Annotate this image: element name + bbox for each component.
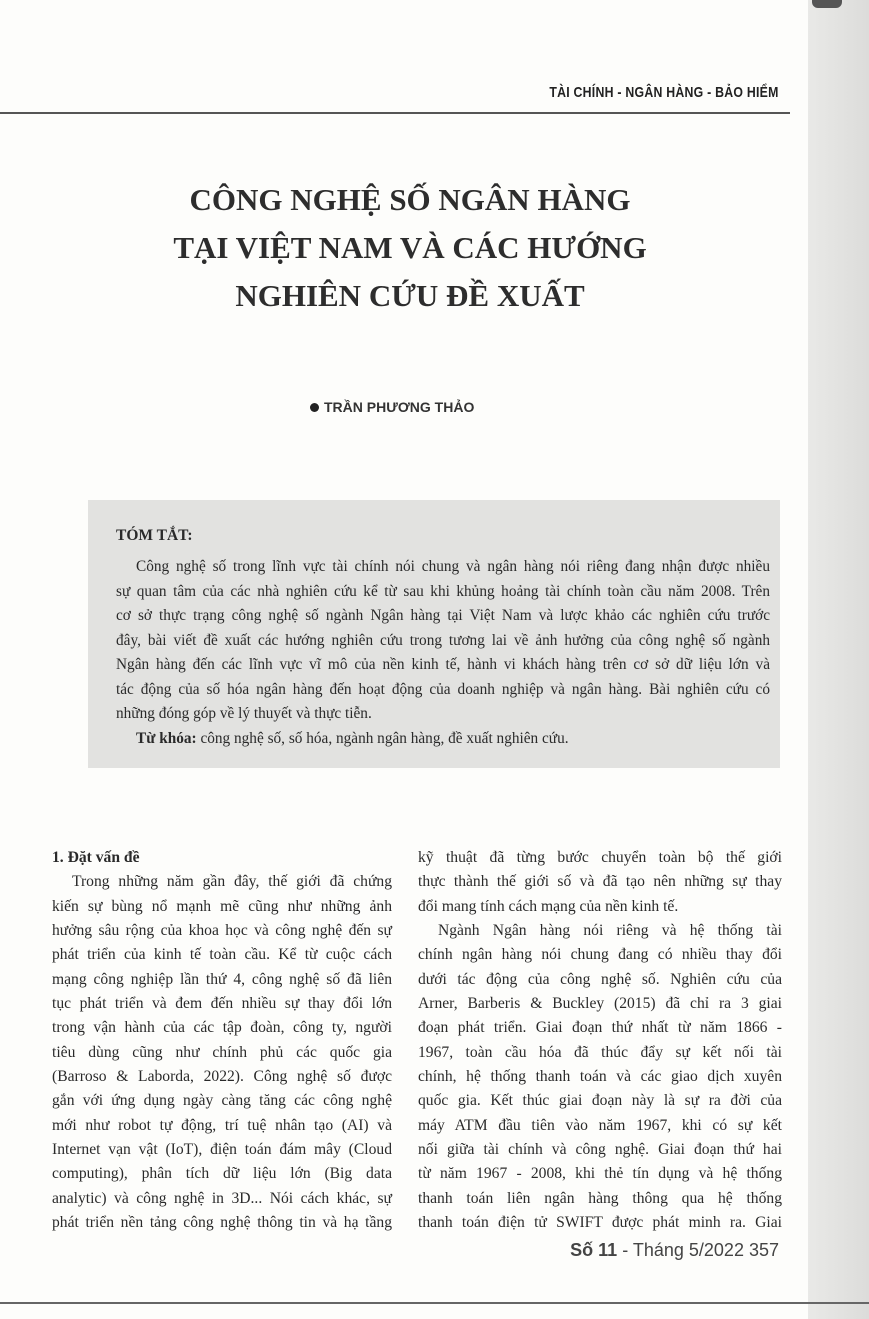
text-line: Internet vạn vật (IoT), điện toán đám mây (Cloud — [52, 1141, 392, 1159]
text-line: tiêu dùng cũng như chính phủ các quốc gia — [52, 1043, 392, 1061]
keywords-label: Từ khóa: — [136, 729, 197, 747]
text-line: 1967, toàn cầu hóa đã thúc đẩy sự kết nối tài — [418, 1043, 782, 1061]
text-line: sự quan tâm của các nhà nghiên cứu kể từ sau khi khủng hoảng tài chính toàn cầu năm 2008. Trên — [116, 582, 770, 600]
text-line: thanh toán điện tử SWIFT được phát minh ra. Giai — [418, 1214, 782, 1232]
author-name: TRẦN PHƯƠNG THẢO — [324, 399, 475, 415]
text-line: hưởng sâu rộng của khoa học và công nghệ đến sự — [52, 922, 392, 940]
bullet-icon — [310, 403, 319, 412]
text-line: phát triển của kinh tế toàn cầu. Kể từ cuộc cách — [52, 946, 392, 964]
text-line: Ngân hàng đến các lĩnh vực vĩ mô của nền kinh tế, hành vi khách hàng trên cơ sở dữ liệu lớn và — [116, 656, 770, 673]
text-line: tục phát triển và đem đến nhiều sự thay đổi lớn — [52, 995, 392, 1013]
text-line: đây, bài viết đề xuất các hướng nghiên cứu trong tương lai về ảnh hưởng của công nghệ số ngành — [116, 631, 770, 649]
section-heading: 1. Đặt vấn đề — [52, 849, 140, 866]
text-line: đổi mang tính cách mạng của nền kinh tế. — [418, 897, 679, 915]
column-right — [418, 846, 782, 1236]
abstract-heading: TÓM TẮT: — [116, 527, 193, 544]
text-line: kỹ thuật đã từng bước chuyển toàn bộ thế giới — [418, 849, 782, 866]
keywords — [116, 727, 770, 752]
bottom-rule — [0, 1302, 869, 1304]
text-line: phát triển nền tảng công nghệ thông tin và hạ tầng — [52, 1214, 392, 1232]
text-line: trong vận hành của các tập đoàn, công ty, người — [52, 1019, 392, 1037]
title-line: CÔNG NGHỆ SỐ NGÂN HÀNG — [189, 182, 631, 217]
title-line: TẠI VIỆT NAM VÀ CÁC HƯỚNG — [173, 230, 647, 265]
page-number: 357 — [748, 1240, 779, 1260]
article-title — [110, 176, 710, 320]
abstract-box — [88, 500, 780, 768]
text-line: mới như robot tự động, trí tuệ nhân tạo (AI) và — [52, 1116, 392, 1134]
text-line: thanh toán liên ngân hàng thông qua hệ thống — [418, 1189, 782, 1207]
text-line: chính ngân hàng nói chung đang có nhiều thay đổi — [418, 946, 782, 964]
text-line: đoạn phát triển. Giai đoạn thứ nhất từ năm 1866 - — [418, 1019, 782, 1037]
text-line: gắn với ứng dụng ngày càng tăng các công nghệ — [52, 1092, 392, 1110]
scan-edge — [808, 0, 869, 1319]
text-line: chính, hệ thống thanh toán và các giao dịch xuyên — [418, 1068, 782, 1086]
abstract-text — [116, 555, 770, 751]
section-header: TÀI CHÍNH - NGÂN HÀNG - BẢO HIỂM — [549, 84, 779, 101]
text-line: Công nghệ số trong lĩnh vực tài chính nói chung và ngân hàng nói riêng đang nhận được nhiều — [136, 558, 770, 575]
text-line: computing), phân tích dữ liệu lớn (Big data — [52, 1165, 392, 1183]
page-footer — [570, 1240, 779, 1261]
issue-number: Số 11 — [570, 1240, 618, 1260]
text-line: dưới tác động của công nghệ số. Nghiên cứu của — [418, 970, 782, 988]
keywords-text: công nghệ số, số hóa, ngành ngân hàng, đề xuất nghiên cứu. — [196, 729, 569, 747]
text-line: máy ATM đầu tiên vào năm 1967, khi có sự kết — [418, 1116, 782, 1134]
text-line: cơ sở thực trạng công nghệ số ngành Ngân hàng tại Việt Nam và lược khảo các nghiên cứu trước — [116, 607, 770, 624]
column-left — [52, 846, 392, 1236]
text-line: Trong những năm gần đây, thế giới đã chứng — [72, 873, 392, 891]
text-line: từ năm 1967 - 2008, khi thẻ tín dụng và hệ thống — [418, 1165, 782, 1183]
issue-month: - Tháng 5/2022 — [617, 1240, 749, 1260]
text-line: mạng công nghiệp lần thứ 4, công nghệ số đã liên — [52, 970, 392, 988]
author — [310, 399, 474, 415]
header-rule — [0, 112, 790, 114]
scan-mark — [812, 0, 842, 8]
text-line: nối giữa tài chính và công nghệ. Giai đoạn thứ hai — [418, 1141, 782, 1159]
title-line: NGHIÊN CỨU ĐỀ XUẤT — [235, 278, 585, 313]
text-line: tác động của số hóa ngân hàng đến hoạt động của doanh nghiệp và ngân hàng. Bài nghiên cứu có — [116, 680, 770, 698]
text-line: quốc gia. Kết thúc giai đoạn này là sự ra đời của — [418, 1092, 782, 1110]
text-line: (Barroso & Laborda, 2022). Công nghệ số được — [52, 1068, 392, 1086]
text-line: Arner, Barberis & Buckley (2015) đã chỉ ra 3 giai — [418, 995, 782, 1013]
text-line: analytic) và công nghệ in 3D... Nói cách khác, sự — [52, 1189, 392, 1207]
text-line: Ngành Ngân hàng nói riêng và hệ thống tài — [438, 922, 782, 940]
text-line: kiến sự bùng nổ mạnh mẽ cũng như những ảnh — [52, 897, 392, 915]
text-line: những đóng góp về lý thuyết và thực tiễn. — [116, 705, 372, 722]
text-line: thực thành thế giới số và đã tạo nên những sự thay — [418, 873, 782, 891]
